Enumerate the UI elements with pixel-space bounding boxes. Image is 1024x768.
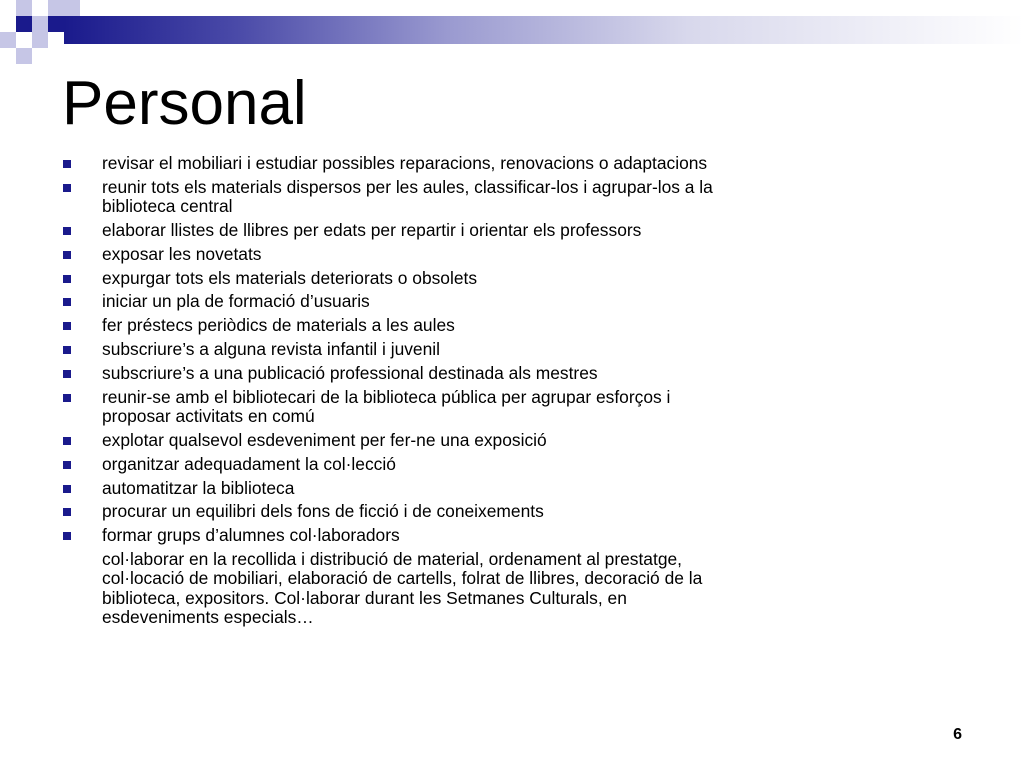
bullet-item [62,221,722,241]
bullet-item [62,455,722,475]
bullet-item [62,316,722,336]
square-bullet-icon [63,508,71,516]
square-bullet-icon [63,227,71,235]
bullet-item [62,178,722,217]
bullet-text: formar grups d’alumnes col·laboradors [102,525,400,546]
header-gradient-band [64,16,1024,44]
bullet-item [62,364,722,384]
square-bullet-icon [63,370,71,378]
bullet-text: explotar qualsevol esdeveniment per fer-ne una exposició [102,429,547,450]
bullet-item [62,550,722,628]
page-number: 6 [953,726,962,743]
bullet-item [62,431,722,451]
bullet-text: exposar les novetats [102,243,262,264]
bullet-text: iniciar un pla de formació d’usuaris [102,291,370,312]
bullet-item [62,245,722,265]
square-bullet-icon [63,394,71,402]
bullet-text: expurgar tots els materials deteriorats o obsolets [102,267,478,288]
bullet-item [62,269,722,289]
square-bullet-icon [63,532,71,540]
bullet-text: elaborar llistes de llibres per edats per repartir i orientar els professors [102,220,642,241]
slide-title: Personal [62,69,307,138]
square-bullet-icon [63,346,71,354]
bullet-text: automatitzar la biblioteca [102,477,295,498]
bullet-text: reunir tots els materials dispersos per les aules, classificar-los i agrupar-los a la biblioteca central [102,176,713,217]
square-bullet-icon [63,298,71,306]
square-bullet-icon [63,160,71,168]
bullet-item [62,526,722,546]
square-bullet-icon [63,461,71,469]
bullet-text: fer préstecs periòdics de materials a les aules [102,315,455,336]
bullet-item [62,502,722,522]
bullet-text: subscriure’s a una publicació professional destinada als mestres [102,362,598,383]
bullet-item [62,479,722,499]
bullet-text: reunir-se amb el bibliotecari de la biblioteca pública per agrupar esforços i proposar activitats en comú [102,386,671,427]
square-bullet-icon [63,184,71,192]
bullet-text: revisar el mobiliari i estudiar possibles reparacions, renovacions o adaptacions [102,153,708,173]
bullet-text: subscriure’s a alguna revista infantil i juvenil [102,339,441,360]
bullet-item [62,292,722,312]
bullet-text: procurar un equilibri dels fons de ficció i de coneixements [102,501,544,522]
square-bullet-icon [63,437,71,445]
bullet-text: col·laborar en la recollida i distribució de material, ordenament al prestatge, col·locació de mobiliari, elaboració de cartells, folrat de llibres, decoració de la biblioteca, expositors. Col·laborar durant les Setmanes Culturals, en esdeveniments especials… [102,548,703,628]
square-bullet-icon [63,322,71,330]
square-bullet-icon [63,251,71,259]
bullet-list [62,154,722,632]
square-bullet-icon [63,485,71,493]
square-bullet-icon [63,275,71,283]
bullet-item [62,388,722,427]
bullet-text: organitzar adequadament la col·lecció [102,453,396,474]
bullet-item [62,340,722,360]
bullet-item [62,154,722,174]
